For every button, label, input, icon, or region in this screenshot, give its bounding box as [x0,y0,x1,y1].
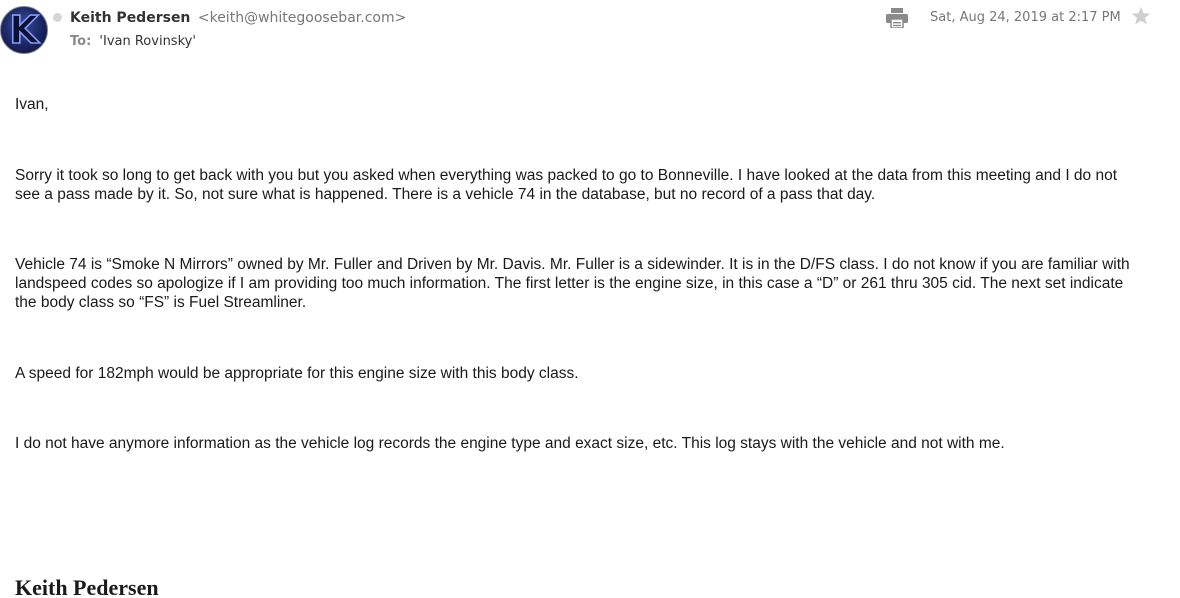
avatar-image [1,7,47,53]
body-paragraph: Sorry it took so long to get back with you but you asked when everything was packed to go to Bonneville. I have looked at the data from this meeting and I do not see a pass made by it. So, not sure what is happened. There is a vehicle 74 in the database, but no record of a pass that day. [15,167,1118,203]
sender-name[interactable]: Keith Pedersen [70,10,191,26]
star-icon[interactable] [1131,6,1151,26]
to-label: To: [70,34,92,49]
avatar-letter: K [9,8,39,52]
signature: Keith Pedersen [15,575,159,598]
greeting: Ivan, [15,96,49,113]
status-dot [53,13,62,22]
sender-line [70,9,406,27]
sender-email: <keith@whitegoosebar.com> [197,10,407,26]
sender-avatar[interactable] [0,6,48,54]
body-paragraph: Vehicle 74 is “Smoke N Mirrors” owned by Mr. Fuller and Driven by Mr. Davis. Mr. Fuller is a sidewinder. It is in the D/FS class. I do not know if you are familiar with landspeed codes so apologize if I am providing too much information. The first letter is the engine size, in this case a “D” or 261 thru 305 cid. The next set indicate the body class so “FS” is Fuel Streamliner. [15,256,1130,311]
recipient-line [70,33,196,51]
message-date: Sat, Aug 24, 2019 at 2:17 PM [930,10,1121,25]
print-icon[interactable] [886,8,908,28]
body-paragraph: A speed for 182mph would be appropriate for this engine size with this body class. [15,365,579,382]
body-paragraph: I do not have anymore information as the vehicle log records the engine type and exact size, etc. This log stays with the vehicle and not with me. [15,435,1005,452]
recipient-name: 'Ivan Rovinsky' [99,34,196,49]
